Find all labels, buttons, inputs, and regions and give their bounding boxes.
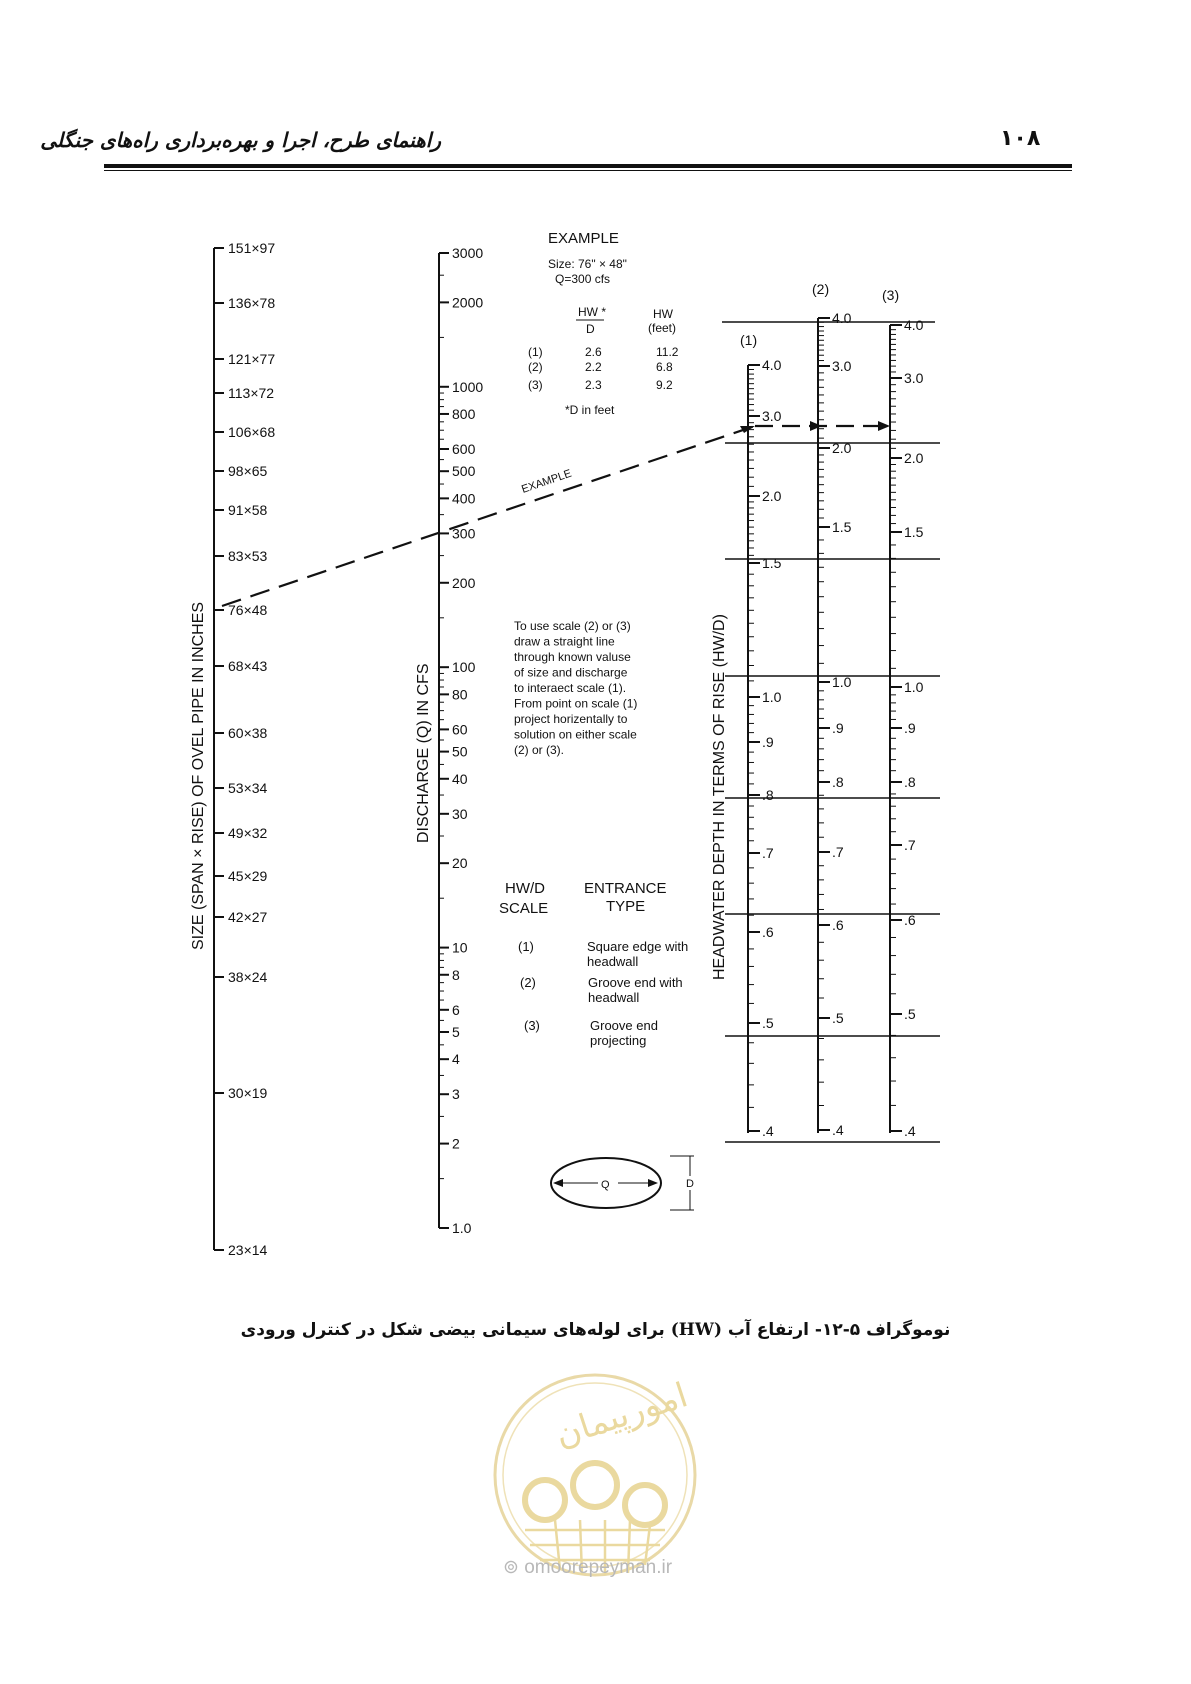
discharge-tick-label: 10: [452, 939, 468, 956]
example-row-hwd: 2.6: [585, 345, 602, 359]
page-number: ۱۰۸: [1000, 126, 1041, 151]
hwd-column-header: (3): [882, 287, 900, 303]
discharge-tick-label: 5: [452, 1024, 460, 1041]
caption-text-before: نوموگراف ۵-۱۲- ارتفاع آب: [722, 1320, 951, 1340]
example-row-hwd: 2.3: [585, 378, 602, 392]
hwd-tick-label: .8: [904, 774, 916, 790]
hwd-tick-label: 2.0: [762, 488, 782, 504]
example-col1-bottom: D: [586, 322, 595, 336]
example-col2-bottom: (feet): [648, 321, 677, 335]
hwd-tick-label: .7: [904, 837, 916, 853]
entrance-table: [499, 880, 688, 1048]
discharge-tick-label: 300: [452, 525, 476, 542]
size-tick-label: 121×77: [228, 351, 276, 367]
size-tick-label: 83×53: [228, 548, 268, 564]
example-row-scale: (3): [528, 378, 543, 392]
watermark-site-text: omoorepeyman.ir: [524, 1557, 673, 1578]
entrance-row-scale: (3): [524, 1018, 540, 1033]
entrance-row-type: Groove end: [590, 1018, 658, 1033]
size-scale: [190, 240, 275, 1258]
size-tick-label: 38×24: [228, 969, 268, 985]
discharge-scale: [415, 245, 483, 1236]
svg-text:امورپیمان: امورپیمان: [550, 1375, 693, 1456]
entrance-col1-header-2: SCALE: [499, 900, 549, 917]
discharge-tick-label: 3000: [452, 245, 484, 261]
discharge-tick-label: 80: [452, 686, 468, 703]
hwd-tick-label: .6: [832, 917, 844, 933]
hwd-tick-label: .9: [832, 720, 844, 736]
instruction-line: (2) or (3).: [514, 743, 565, 757]
size-tick-label: 136×78: [228, 295, 276, 311]
size-tick-label: 106×68: [228, 424, 276, 440]
hwd-tick-label: .5: [762, 1015, 774, 1031]
entrance-row-type: Groove end with: [588, 975, 683, 990]
hwd-tick-label: 1.0: [904, 679, 924, 695]
entrance-col1-header-1: HW/D: [505, 880, 545, 897]
hwd-scales: [711, 281, 940, 1142]
example-title: EXAMPLE: [548, 230, 619, 247]
hwd-tick-label: .6: [904, 912, 916, 928]
example-row-scale: (2): [528, 360, 543, 374]
example-row-hw: 9.2: [656, 378, 673, 392]
hwd-tick-label: .8: [832, 774, 844, 790]
entrance-row-type: headwall: [587, 954, 639, 969]
instruction-line: project horizentally to: [514, 712, 628, 726]
hwd-tick-label: 4.0: [904, 317, 924, 333]
discharge-tick-label: 1000: [452, 378, 484, 395]
size-tick-label: 53×34: [228, 780, 268, 796]
discharge-tick-label: 1.0: [452, 1220, 472, 1236]
example-size: Size: 76" × 48": [548, 257, 627, 271]
size-tick-label: 49×32: [228, 825, 268, 841]
example-row-scale: (1): [528, 345, 543, 359]
caption-text-after: برای لوله‌های سیمانی بیضی شکل در کنترل ورودی: [240, 1320, 671, 1340]
hwd-tick-label: 2.0: [904, 450, 924, 466]
discharge-tick-label: 200: [452, 574, 476, 591]
entrance-row-scale: (1): [518, 939, 534, 954]
example-block: [528, 230, 679, 417]
hwd-tick-label: .4: [762, 1123, 774, 1139]
instruction-line: through known valuse: [514, 650, 631, 664]
size-tick-label: 91×58: [228, 502, 268, 518]
entrance-row-type: headwall: [588, 990, 640, 1005]
instructions-block: [514, 619, 637, 757]
size-tick-label: 30×19: [228, 1085, 268, 1101]
hwd-tick-label: .5: [832, 1010, 844, 1026]
hwd-tick-label: .7: [762, 845, 774, 861]
discharge-tick-label: 800: [452, 405, 476, 422]
example-footnote: *D in feet: [565, 403, 615, 417]
hwd-tick-label: 1.5: [762, 555, 782, 571]
discharge-tick-label: 8: [452, 966, 460, 983]
entrance-row-type: projecting: [590, 1033, 647, 1048]
size-axis-title: SIZE (SPAN × RISE) OF OVEL PIPE IN INCHES: [190, 601, 207, 950]
example-construction-line: [222, 426, 755, 606]
hwd-tick-label: .9: [904, 720, 916, 736]
instruction-line: to interaect scale (1).: [514, 681, 627, 695]
hwd-tick-label: .6: [762, 924, 774, 940]
size-tick-label: 60×38: [228, 725, 268, 741]
size-tick-label: 23×14: [228, 1242, 268, 1258]
figure-caption: [0, 1320, 1191, 1340]
instruction-line: of size and discharge: [514, 665, 628, 680]
pipe-q-label: Q: [601, 1179, 610, 1191]
hwd-tick-label: 4.0: [832, 310, 852, 326]
example-col1-top: HW *: [578, 305, 606, 319]
hwd-tick-label: .8: [762, 787, 774, 803]
caption-hw: (HW): [670, 1320, 722, 1340]
hwd-tick-label: 1.5: [832, 519, 852, 535]
hwd-tick-label: .9: [762, 734, 774, 750]
example-row-hw: 6.8: [656, 360, 673, 374]
discharge-tick-label: 500: [452, 463, 476, 480]
hwd-axis-title: HEADWATER DEPTH IN TERMS OF RISE (HW/D): [711, 614, 728, 980]
pipe-d-label: D: [686, 1178, 694, 1190]
discharge-tick-label: 6: [452, 1001, 460, 1018]
size-tick-label: 151×97: [228, 240, 276, 256]
instruction-line: draw a straight line: [514, 634, 615, 649]
example-arrowhead-2: [810, 421, 822, 431]
hwd-tick-label: .5: [904, 1006, 916, 1022]
example-line-label: EXAMPLE: [520, 467, 574, 496]
hwd-tick-label: 1.0: [762, 689, 782, 705]
example-q: Q=300 cfs: [555, 272, 611, 286]
example-col2-top: HW: [653, 307, 673, 321]
size-tick-label: 113×72: [228, 385, 275, 401]
discharge-tick-label: 4: [452, 1051, 460, 1068]
instruction-line: To use scale (2) or (3): [514, 619, 631, 633]
discharge-axis-title: DISCHARGE (Q) IN CFS: [415, 663, 432, 843]
size-tick-label: 76×48: [228, 602, 268, 618]
hwd-tick-label: 1.0: [832, 674, 852, 690]
size-tick-label: 68×43: [228, 658, 268, 674]
hwd-tick-label: 2.0: [832, 440, 852, 456]
size-tick-label: 98×65: [228, 463, 268, 479]
discharge-tick-label: 3: [452, 1086, 460, 1103]
hwd-tick-label: 3.0: [762, 408, 782, 424]
example-row-hwd: 2.2: [585, 360, 602, 374]
discharge-tick-label: 30: [452, 805, 468, 822]
instruction-line: solution on either scale: [514, 727, 637, 742]
example-arrowhead-3: [878, 421, 890, 431]
running-header-title: راهنمای طرح، اجرا و بهره‌برداری راه‌های جنگلی: [40, 128, 441, 152]
hwd-column-header: (2): [812, 281, 830, 297]
hwd-tick-label: .4: [904, 1123, 916, 1139]
watermark-site: ⊚ omoorepeyman.ir: [503, 1557, 673, 1578]
discharge-tick-label: 20: [452, 855, 468, 872]
discharge-tick-label: 100: [452, 659, 476, 676]
example-row-hw: 11.2: [656, 345, 679, 359]
hwd-tick-label: 3.0: [832, 358, 852, 374]
hwd-column-header: (1): [740, 332, 758, 348]
entrance-col2-header-2: TYPE: [606, 898, 646, 915]
entrance-row-scale: (2): [520, 975, 536, 990]
discharge-tick-label: 2: [452, 1135, 460, 1152]
hwd-tick-label: 1.5: [904, 524, 924, 540]
discharge-tick-label: 50: [452, 743, 468, 760]
discharge-tick-label: 600: [452, 440, 476, 457]
pipe-diagram: [551, 1156, 697, 1210]
entrance-row-type: Square edge with: [587, 939, 689, 954]
discharge-tick-label: 40: [452, 770, 468, 787]
hwd-tick-label: 3.0: [904, 370, 924, 386]
entrance-col2-header-1: ENTRANCE: [584, 880, 667, 897]
hwd-tick-label: .4: [832, 1122, 844, 1138]
hwd-tick-label: .7: [832, 844, 844, 860]
discharge-tick-label: 60: [452, 721, 468, 738]
discharge-tick-label: 400: [452, 490, 476, 507]
size-tick-label: 45×29: [228, 868, 268, 884]
size-tick-label: 42×27: [228, 909, 268, 925]
hwd-tick-label: 4.0: [762, 357, 782, 373]
discharge-tick-label: 2000: [452, 294, 484, 311]
instruction-line: From point on scale (1): [514, 696, 638, 711]
